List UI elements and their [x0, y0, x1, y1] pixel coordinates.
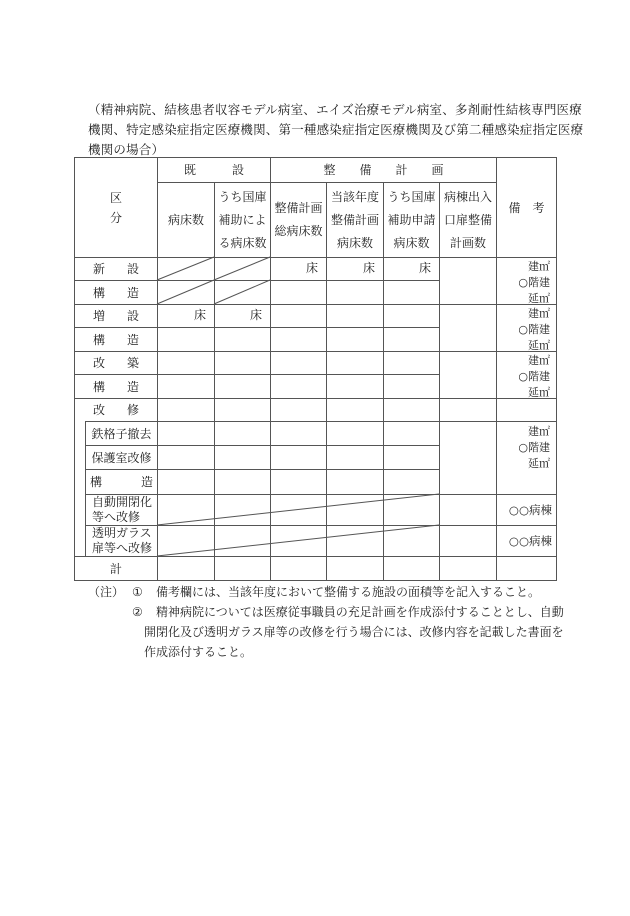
row-label-new	[75, 258, 157, 280]
row-label-char: 修	[126, 403, 139, 417]
row-label-expansion	[75, 305, 157, 327]
row-label-char: 改	[93, 356, 106, 370]
header-col-label: うち国庫	[387, 189, 436, 204]
row-label-glass-door	[86, 526, 157, 556]
remark-line: ○階建	[518, 323, 550, 336]
row-label-auto-door	[86, 495, 157, 525]
header-plan-label: 整 備 計 画	[323, 163, 444, 177]
cell-unit-bed	[327, 258, 383, 280]
note-text: 精神病院については医療従事職員の充足計画を作成添付することとし、自動	[156, 605, 564, 619]
row-label-protection-room	[86, 446, 157, 469]
header-col-label: 病床数	[336, 235, 373, 250]
notes-section	[88, 582, 564, 662]
row-label-char: 築	[126, 356, 139, 370]
row-label-text: 計	[109, 561, 122, 576]
row-label-structure	[75, 328, 157, 351]
intro-line: 機関の場合）	[88, 142, 165, 157]
remark-line: 建㎡	[528, 354, 550, 367]
remark-line: 延㎡	[528, 457, 550, 470]
note-mark: ①	[132, 585, 143, 599]
unit-label: 床	[418, 261, 431, 275]
intro-line: （精神病院、結核患者収容モデル病室、エイズ治療モデル病室、多剤耐性結核専門医療	[88, 102, 582, 117]
row-label-rebuild	[75, 352, 157, 374]
row-label-text: 保護室改修	[91, 450, 152, 465]
remark-line: ○階建	[518, 276, 550, 289]
header-col-label: 病棟出入	[443, 189, 492, 204]
header-col-label: 整備計画	[274, 201, 323, 215]
header-existing-group	[158, 158, 270, 182]
notes-prefix: （注）	[88, 585, 125, 599]
remark-line: 延㎡	[528, 292, 550, 305]
cell-unit-bed	[384, 258, 439, 280]
row-label-char: 設	[126, 309, 139, 323]
row-label-char: 造	[140, 475, 153, 489]
remark-area-renovation	[494, 424, 550, 472]
row-label-char: 構	[90, 475, 103, 489]
remark-line: ○階建	[518, 441, 550, 454]
header-col-door-plan	[440, 183, 496, 257]
header-col-label: 計画数	[449, 235, 486, 250]
row-label-char: 構	[93, 332, 106, 347]
header-category	[75, 158, 157, 257]
row-label-char: 改	[93, 403, 106, 417]
remark-line: 延㎡	[528, 339, 550, 352]
row-label-char: 増	[93, 309, 106, 323]
header-col-label: 補助によ	[218, 212, 267, 227]
row-label-text: 自動開閉化	[92, 495, 153, 509]
header-col-label: 病床数	[167, 213, 204, 227]
header-remarks-label: 備 考	[508, 200, 545, 215]
intro-line: 機関、特定感染症指定医療機関、第一種感染症指定医療機関及び第二種感染症指定医療	[88, 122, 584, 137]
remark-ward-label: ○○病棟	[508, 534, 552, 548]
row-label-char: 新	[93, 262, 106, 276]
header-col-label: 整備計画	[330, 212, 379, 227]
note-1	[88, 582, 558, 602]
remark-ward-label: ○○病棟	[508, 503, 552, 517]
remark-line: 建㎡	[528, 425, 550, 438]
header-col-label: 当該年度	[330, 189, 379, 204]
cell-unit-bed	[158, 305, 214, 327]
header-remarks	[497, 158, 556, 257]
note-text: 備考欄には、当該年度において整備する施設の面積等を記入すること。	[156, 585, 541, 599]
unit-label: 床	[249, 308, 262, 322]
row-label-text: 等へ改修	[92, 510, 141, 524]
row-label-char: 構	[93, 285, 106, 300]
header-col-beds	[158, 183, 214, 257]
header-col-year-plan	[327, 183, 383, 257]
row-label-text: 鉄格子撤去	[91, 426, 152, 441]
row-label-renovation	[75, 399, 157, 421]
row-label-char: 構	[93, 379, 106, 394]
row-label-char: 造	[126, 379, 139, 394]
row-label-iron-bars-removal	[86, 422, 157, 445]
remark-line: 建㎡	[528, 307, 550, 320]
row-label-char: 造	[126, 332, 139, 347]
unit-label: 床	[305, 261, 318, 275]
unit-label: 床	[193, 308, 206, 322]
header-col-label: 口扉整備	[443, 212, 492, 227]
row-label-structure	[86, 470, 157, 494]
note-text: 作成添付すること。	[144, 645, 253, 659]
remark-area-expansion	[494, 306, 550, 354]
row-label-total	[75, 557, 157, 580]
row-label-structure	[75, 281, 157, 304]
remark-line: ○階建	[518, 370, 550, 383]
remark-line: 延㎡	[528, 386, 550, 399]
header-col-label: 病床数	[393, 235, 430, 250]
remark-ward-auto-door	[497, 495, 556, 525]
header-col-label: うち国庫	[218, 189, 267, 204]
header-col-label: る病床数	[218, 235, 267, 250]
header-category-label: 区 分	[109, 190, 147, 225]
row-label-text: 扉等へ改修	[92, 541, 153, 555]
note-mark: ②	[132, 605, 143, 619]
header-existing-label: 既 設	[183, 163, 244, 177]
note-2	[88, 602, 564, 662]
remark-line: 建㎡	[528, 260, 550, 273]
remark-area-new	[494, 259, 550, 307]
header-col-subsidized-beds	[215, 183, 270, 257]
header-col-plan-total	[271, 183, 326, 257]
cell-unit-bed	[271, 258, 326, 280]
header-col-label: 補助申請	[387, 212, 436, 227]
header-plan-group	[271, 158, 496, 182]
remark-area-rebuild	[494, 353, 550, 401]
unit-label: 床	[362, 261, 375, 275]
row-label-char: 造	[126, 285, 139, 300]
note-text: 開閉化及び透明ガラス扉等の改修を行う場合には、改修内容を記載した書面を	[144, 625, 564, 639]
header-col-subsidy-request	[384, 183, 439, 257]
row-label-structure	[75, 375, 157, 398]
row-label-text: 透明ガラス	[92, 526, 152, 540]
row-label-char: 設	[126, 262, 139, 276]
cell-unit-bed	[215, 305, 270, 327]
header-col-label: 総病床数	[274, 224, 323, 238]
remark-ward-glass-door	[497, 526, 556, 556]
